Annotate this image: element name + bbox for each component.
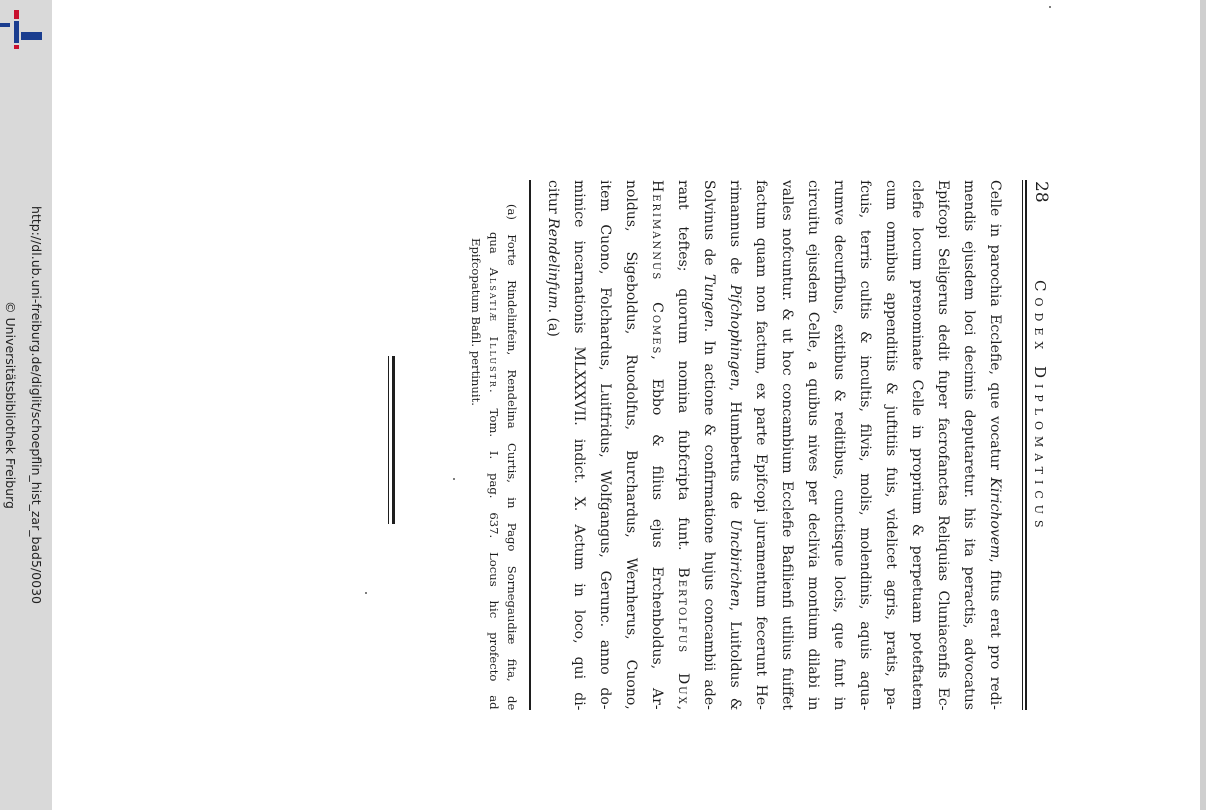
- text-run: Tungen: [701, 274, 717, 328]
- text-run: Bertolfus Dux: [675, 567, 691, 706]
- text-run: citur: [545, 180, 561, 219]
- speck: [365, 592, 367, 594]
- text-run: , fitus erat pro redi-: [987, 558, 1003, 710]
- text-run: Rendelinfum: [545, 218, 561, 309]
- text-run: noldus, Sigeboldus, Ruodolfus, Burchardus, Wernherus, Cuono,: [623, 180, 639, 710]
- body-line: [883, 180, 899, 710]
- text-run: cum omnibus appenditiis & juftitiis fuis, videlicet agris, pratis, pa-: [883, 180, 899, 710]
- body-line: [675, 180, 691, 710]
- text-run: fcuis, terris cultis & incultis, filvis, molis, molendinis, aquis aqua-: [857, 180, 873, 711]
- text-run: ,: [675, 705, 691, 711]
- body-line: [935, 180, 951, 710]
- body-line: [597, 180, 613, 710]
- text-run: Solvinus de: [701, 180, 717, 275]
- body-line: [857, 180, 873, 710]
- body-line: [987, 180, 1003, 710]
- body-line: [779, 180, 795, 710]
- text-run: Kirichovem: [987, 477, 1003, 559]
- source-url[interactable]: http://dl.ub.uni-freiburg.de/diglit/schoepflin_hist_zar_bad5/0030: [29, 206, 44, 604]
- viewer-sidebar: [0, 0, 52, 810]
- text-run: Epifcopi Seligerus dedit fuper facrofanctas Reliquias Cluniacenfis Ec-: [935, 180, 951, 711]
- footnote-line: (a) Forte Rindelinfein, Rendelina Curtis, in Pago Sornegaudiæ fita, de: [505, 204, 519, 711]
- scanned-page: [355, 0, 1055, 810]
- text-run: . (a): [545, 308, 561, 337]
- text-run: Celle in parochia Ecclefie, que vocatur: [987, 180, 1003, 478]
- text-run: circuitu ejusdem Celle, a quibus nives per declivia montium dilabi in: [805, 180, 821, 711]
- end-rule: [392, 356, 395, 524]
- page-number: 28: [1031, 181, 1051, 203]
- body-line: [727, 180, 743, 710]
- text-run: rimannus de: [727, 180, 743, 285]
- body-line: [831, 180, 847, 710]
- speck: [1049, 6, 1051, 8]
- footnote-line: qua Alsatiæ Illustr. Tom. I. pag. 637. Locus hic profecto ad: [487, 232, 501, 710]
- text-run: . In actione & confirmatione hujus concambii ade-: [701, 327, 717, 710]
- body-line: [753, 180, 769, 710]
- text-run: Uncbirichen: [727, 519, 743, 607]
- text-run: , Humbertus de: [727, 386, 743, 520]
- body-line: [649, 180, 665, 710]
- text-run: Herimannus Comes: [649, 180, 665, 356]
- speck: [453, 478, 455, 480]
- body-line: [623, 180, 639, 710]
- text-run: rumve decurfibus, exitibus & reditibus, cunctisque locis, que funt in: [831, 180, 847, 711]
- text-run: clefie locum prenominate Celle in proprium & perpetuam poteftatem: [909, 180, 925, 711]
- viewer-scrollbar[interactable]: [1200, 0, 1206, 810]
- text-run: mendis ejusdem loci decimis deputaretur. his ita peractis, advocatus: [961, 180, 977, 710]
- body-line: [961, 180, 977, 710]
- text-run: rant teftes; quorum nomina fubfcripta funt.: [675, 180, 691, 568]
- body-line: [571, 180, 587, 710]
- text-run: factum quam non factum, ex parte Epifcopi juramentum fecerunt He-: [753, 180, 769, 710]
- text-run: minice incarnationis MLXXXVII. indict. X. Actum in loco, qui di-: [571, 180, 587, 711]
- text-run: , Ebbo & filius ejus Erchenboldus, Ar-: [649, 355, 665, 710]
- text-run: Pifchophingen: [727, 284, 743, 387]
- text-run: valles nofcuntur. & ut hoc concambium Ecclefie Bafilienfi utilius fuiffet: [779, 180, 795, 711]
- body-line: [909, 180, 925, 710]
- text-run: , Luitoldus &: [727, 606, 743, 711]
- running-head: Codex Diplomaticus: [1031, 280, 1049, 534]
- footnote-line: Epifcopatum Bafil. pertinuit.: [469, 238, 483, 406]
- body-line: [805, 180, 821, 710]
- text-run: item Cuono, Folchardus, Luitfridus, Wolfgangus, Gerunc. anno do-: [597, 180, 613, 710]
- copyright-notice: © Universitätsbibliothek Freiburg: [3, 301, 18, 509]
- body-line: [701, 180, 717, 710]
- header-rule-thin: [1022, 180, 1023, 710]
- end-rule-thin: [388, 356, 389, 524]
- body-line: [545, 180, 561, 337]
- footnote-rule: [529, 180, 531, 710]
- header-rule: [1025, 180, 1027, 710]
